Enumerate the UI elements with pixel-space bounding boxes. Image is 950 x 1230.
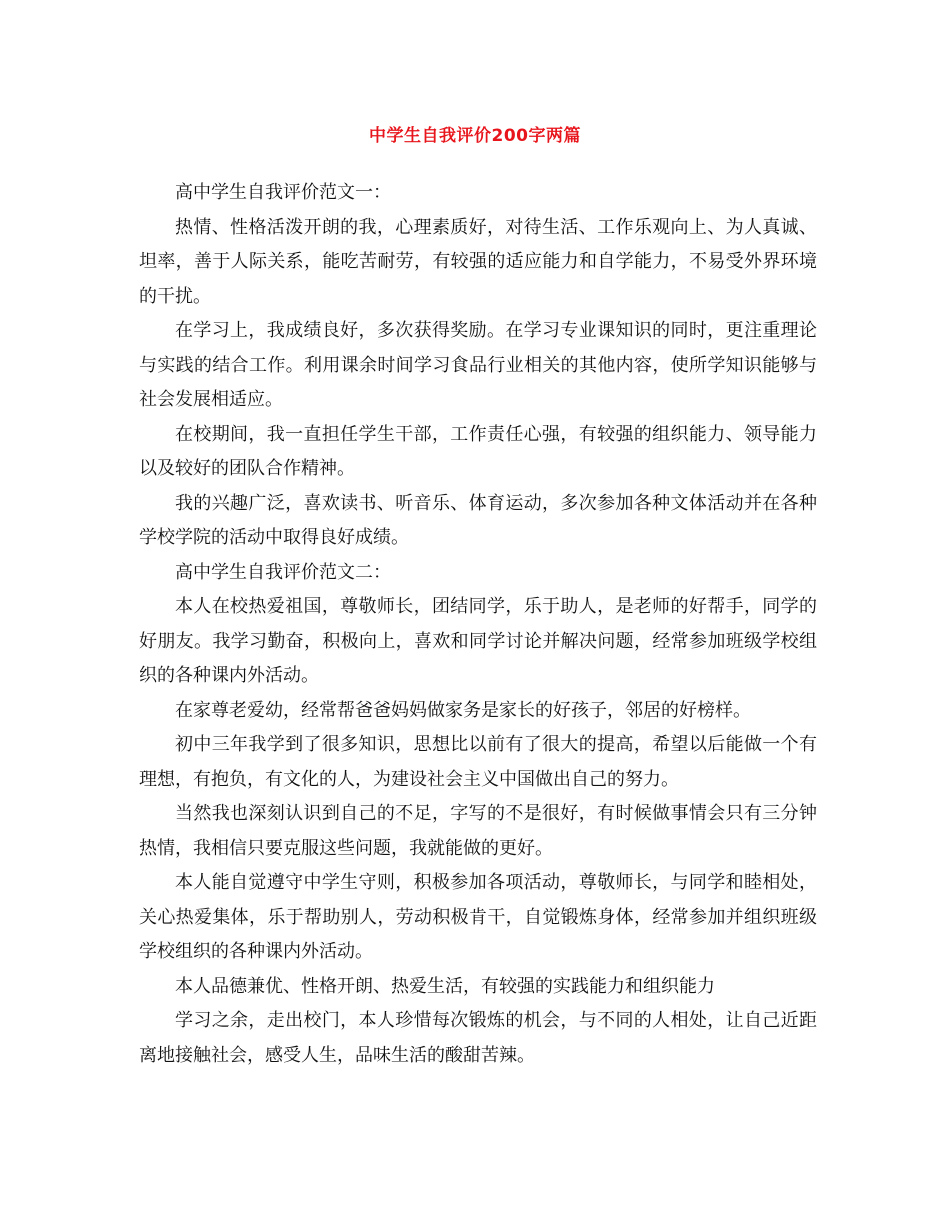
- paragraph: 初中三年我学到了很多知识，思想比以前有了很大的提高，希望以后能做一个有理想，有抱负，有文化的人，为建设社会主义中国做出自己的努力。: [139, 734, 817, 790]
- document-title: 中学生自我评价200字两篇: [369, 126, 581, 146]
- document-body: [139, 176, 817, 1073]
- paragraph-heading-1: 高中学生自我评价范文一：: [175, 182, 391, 203]
- paragraph: 当然我也深刻认识到自己的不足，字写的不是很好，有时候做事情会只有三分钟热情，我相信只要克服这些问题，我就能做的更好。: [139, 803, 817, 859]
- paragraph-heading-2: 高中学生自我评价范文二：: [175, 561, 391, 583]
- paragraph: 在家尊老爱幼，经常帮爸爸妈妈做家务是家长的好孩子，邻居的好榜样。: [175, 699, 751, 721]
- paragraph: 本人能自觉遵守中学生守则，积极参加各项活动，尊敬师长，与同学和睦相处，关心热爱集体，乐于帮助别人，劳动积极肯干，自觉锻炼身体，经常参加并组织班级学校组织的各种课内外活动。: [139, 872, 817, 962]
- paragraph: 在学习上，我成绩良好，多次获得奖励。在学习专业课知识的同时，更注重理论与实践的结合工作。利用课余时间学习食品行业相关的其他内容，使所学知识能够与社会发展相适应。: [139, 320, 817, 410]
- paragraph: 本人品德兼优、性格开朗、热爱生活，有较强的实践能力和组织能力: [175, 975, 715, 997]
- paragraph: 本人在校热爱祖国，尊敬师长，团结同学，乐于助人，是老师的好帮手，同学的好朋友。我学习勤奋，积极向上，喜欢和同学讨论并解决问题，经常参加班级学校组织的各种课内外活动。: [139, 596, 817, 686]
- paragraph: 我的兴趣广泛，喜欢读书、听音乐、体育运动，多次参加各种文体活动并在各种学校学院的活动中取得良好成绩。: [139, 492, 817, 548]
- paragraph: 学习之余，走出校门，本人珍惜每次锻炼的机会，与不同的人相处，让自己近距离地接触社会，感受人生，品味生活的酸甜苦辣。: [139, 1010, 817, 1066]
- paragraph: 热情、性格活泼开朗的我，心理素质好，对待生活、工作乐观向上、为人真诚、坦率，善于人际关系，能吃苦耐劳，有较强的适应能力和自学能力，不易受外界环境的干扰。: [139, 216, 817, 307]
- paragraph: 在校期间，我一直担任学生干部，工作责任心强，有较强的组织能力、领导能力以及较好的团队合作精神。: [139, 423, 817, 479]
